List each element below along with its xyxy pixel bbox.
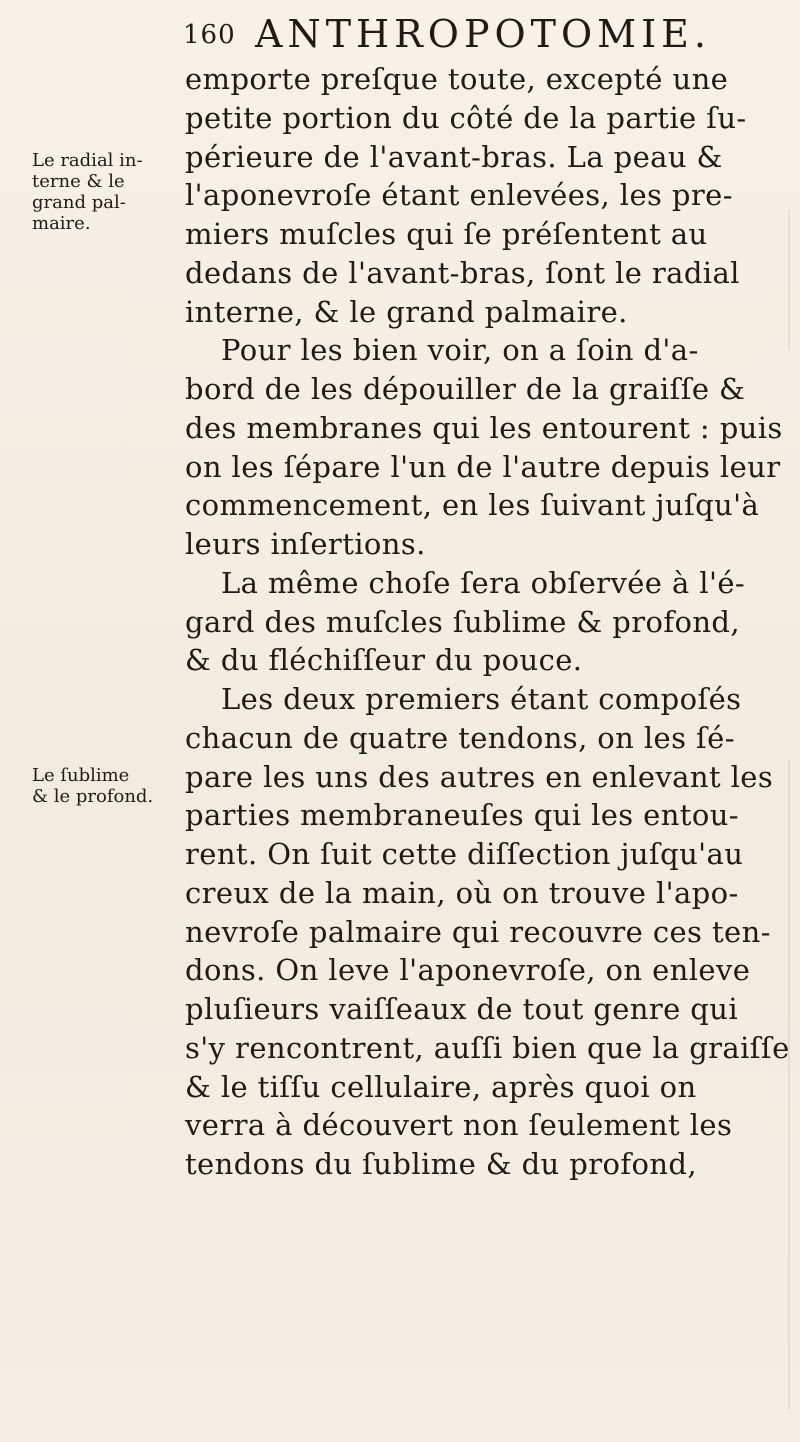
text-line: commencement, en les ſuivant juſqu'à: [185, 488, 760, 523]
margin-note-line: Le ſublime: [32, 765, 130, 786]
text-line: & du fléchiſſeur du pouce.: [185, 643, 583, 678]
page-edge-shadow: [788, 760, 790, 1410]
page-number: 160: [183, 20, 236, 50]
text-line: s'y rencontrent, auſſi bien que la graiſſe: [185, 1030, 790, 1065]
margin-note-line: & le profond.: [32, 786, 154, 807]
running-title: ANTHROPOTOMIE.: [255, 12, 711, 56]
text-line: petite portion du côté de la partie ſu-: [185, 100, 747, 135]
text-line: La même choſe ſera obſervée à l'é-: [221, 565, 746, 600]
margin-note-sublime: [32, 765, 178, 807]
text-line: interne, & le grand palmaire.: [185, 294, 628, 329]
text-line: miers muſcles qui ſe préſentent au: [185, 217, 708, 251]
page-header: [183, 10, 743, 58]
text-line: des membranes qui les entourent : puis: [185, 410, 783, 445]
text-line: Les deux premiers étant compoſés: [221, 682, 742, 716]
text-line: parties membraneuſes qui les entou-: [185, 798, 739, 833]
text-line: verra à découvert non ſeulement les: [185, 1108, 733, 1143]
text-line: l'aponevroſe étant enlevées, les pre-: [185, 178, 733, 213]
text-line: leurs inſertions.: [185, 527, 426, 561]
text-line: chacun de quatre tendons, on les ſé-: [185, 720, 735, 755]
text-line: périeure de l'avant-bras. La peau &: [185, 139, 723, 174]
text-line: pare les uns des autres en enlevant les: [185, 759, 774, 794]
text-line: & le tiſſu cellulaire, après quoi on: [185, 1069, 697, 1104]
body-text: [185, 60, 790, 1184]
text-line: dons. On leve l'aponevroſe, on enleve: [185, 953, 751, 988]
text-line: Pour les bien voir, on a ſoin d'a-: [221, 333, 699, 368]
text-line: creux de la main, où on trouve l'apo-: [185, 875, 739, 910]
text-line: on les ſépare l'un de l'autre depuis leur: [185, 449, 781, 484]
text-line: emporte preſque toute, excepté une: [185, 62, 729, 96]
margin-note-line: Le radial in-: [32, 150, 143, 171]
page-edge-shadow: [788, 210, 790, 350]
text-line: pluſieurs vaiſſeaux de tout genre qui: [185, 992, 739, 1026]
text-line: tendons du ſublime & du profond,: [185, 1147, 697, 1181]
text-line: bord de les dépouiller de la graiſſe &: [185, 372, 746, 406]
text-line: gard des muſcles ſublime & profond,: [185, 604, 740, 639]
text-line: dedans de l'avant-bras, ſont le radial: [185, 255, 740, 290]
margin-note-line: terne & le: [32, 171, 125, 192]
text-line: nevroſe palmaire qui recouvre ces ten-: [185, 914, 771, 949]
margin-note-line: grand pal-: [32, 192, 126, 213]
text-line: rent. On ſuit cette diſſection juſqu'au: [185, 837, 744, 871]
margin-note-radial: [32, 150, 178, 234]
margin-note-line: maire.: [32, 213, 91, 234]
